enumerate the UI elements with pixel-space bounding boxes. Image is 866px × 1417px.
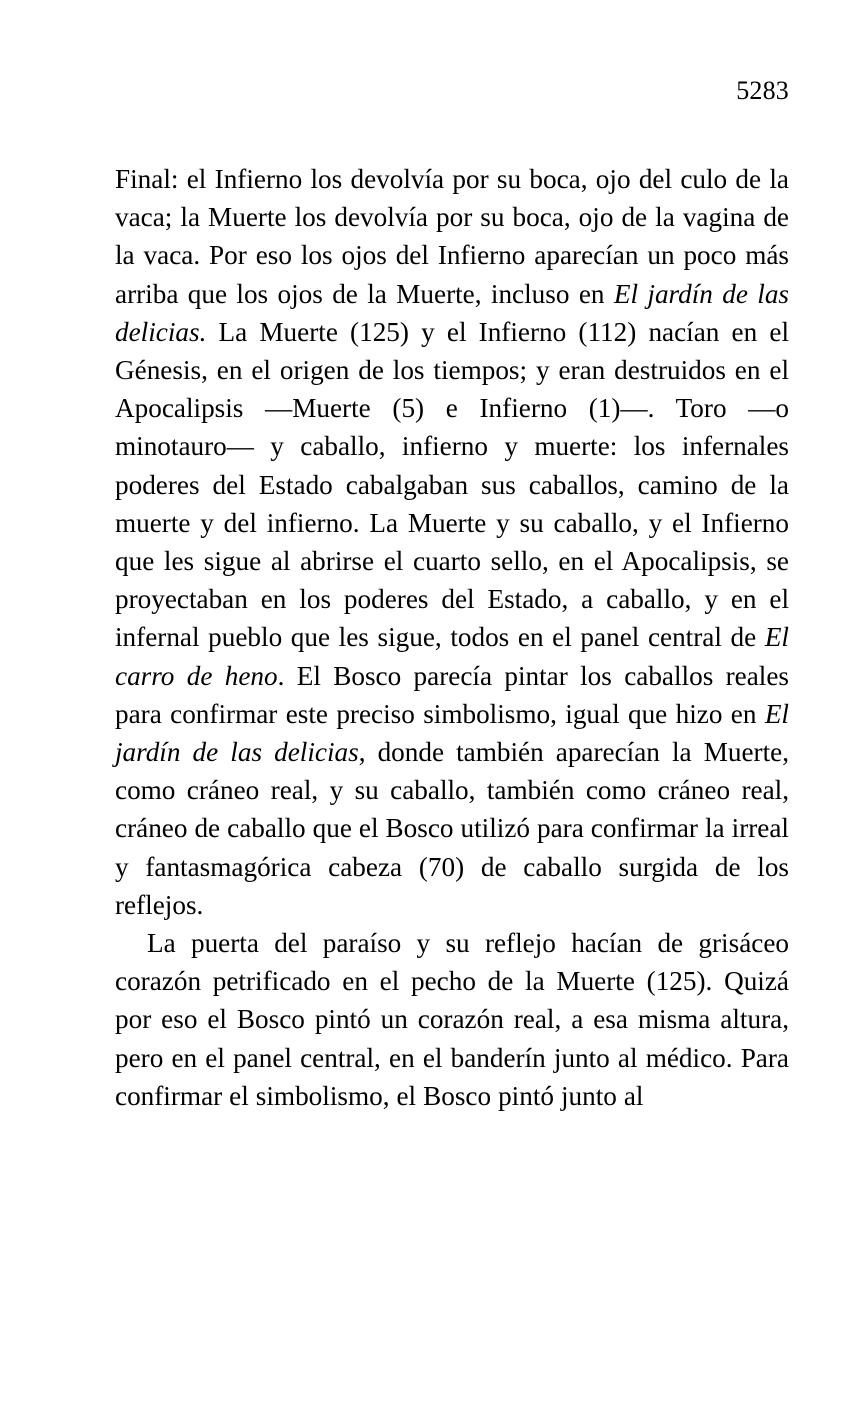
italic-title-run: El jardín de las delicias	[115, 698, 789, 768]
paragraph	[115, 924, 789, 1115]
paragraph	[115, 160, 789, 924]
body-text-block	[115, 160, 789, 1115]
text-run: Final: el Infierno los devolvía por su boca, ojo del culo de la vaca; la Muerte los devolvía por su boca, ojo de la vagina de la vaca. Por eso los ojos del Infierno aparecían un poco más arriba que los ojos de la Muerte, incluso en	[115, 164, 789, 309]
italic-title-run: El jardín de las delicias.	[115, 278, 789, 347]
page-number: 5283	[736, 76, 789, 105]
text-run: La Muerte (125) y el Infierno (112) nacían en el Génesis, en el origen de los tiempos; y eran destruidos en el Apocalipsis —Muerte (5) e Infierno (1)—. Toro —o minotauro— y caballo, infierno y muerte: los infernales poderes del Estado cabalgaban sus caballos, camino de la muerte y del infierno. La Muerte y su caballo, y el Infierno que les sigue al abrirse el cuarto sello, en el Apocalipsis, se proyectaban en los poderes del Estado, a caballo, y en el infernal pueblo que les sigue, todos en el panel central de	[115, 316, 789, 653]
text-run: , donde también aparecían la Muerte, como cráneo real, y su caballo, también como cráneo real, cráneo de caballo que el Bosco utilizó para confirmar la irreal y fantasmagórica cabeza (70) de caballo surgida de los reflejos.	[115, 737, 790, 920]
text-run: La puerta del paraíso y su reflejo hacían de grisáceo corazón petrificado en el pecho de la Muerte (125). Quizá por eso el Bosco pintó un corazón real, a esa misma altura, pero en el panel central, en el banderín junto al médico. Para confirmar el simbolismo, el Bosco pintó junto al	[115, 928, 789, 1111]
italic-title-run: El carro de heno	[115, 622, 789, 691]
text-run: . El Bosco parecía pintar los caballos reales para confirmar este preciso simbolismo, igual que hizo en	[115, 660, 789, 729]
